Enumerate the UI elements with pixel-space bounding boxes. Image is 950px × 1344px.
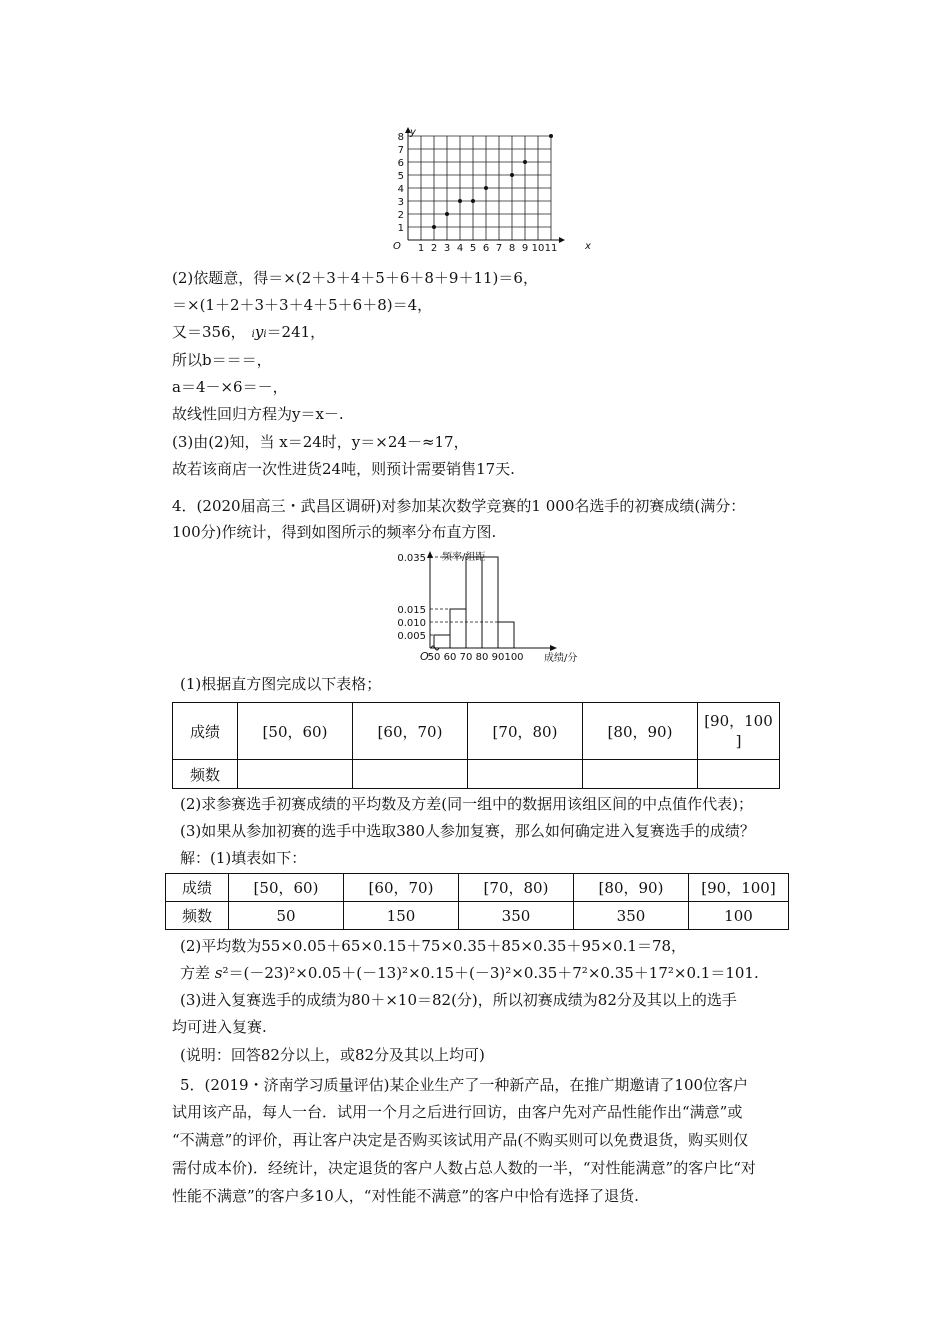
scatter-point <box>549 134 553 138</box>
sol4-line2 <box>180 963 759 983</box>
hist-origin: O <box>420 650 429 663</box>
hist-x-label: 70 <box>459 652 473 663</box>
t2-r1: 50 <box>229 902 344 930</box>
scatter-x-tick: 8 <box>508 243 516 254</box>
scatter-grid <box>408 136 551 240</box>
t2-h2: [60，70) <box>344 874 459 902</box>
t2-h3: [70，80) <box>459 874 574 902</box>
scatter-point <box>471 199 475 203</box>
hist-x-label: 90 <box>491 652 505 663</box>
solution-intro: 解：(1)填表如下： <box>180 849 307 867</box>
scatter-y-tick: 2 <box>397 210 404 221</box>
scatter-x-tick: 1 <box>417 243 425 254</box>
hist-y-title: 频率/组距 <box>442 552 486 563</box>
hist-y-label: 0.010 <box>397 618 426 629</box>
scatter-y-tick: 3 <box>397 197 404 208</box>
t1-h3: [70，80) <box>468 703 583 760</box>
hist-guides <box>430 557 498 635</box>
t2-r5: 100 <box>689 902 789 930</box>
hist-bar <box>498 622 514 648</box>
q5-line4: 需付成本价)．经统计，决定退货的客户人数占总人数的一半，“对性能满意”的客户比“对 <box>172 1159 756 1177</box>
sol3-line2: ＝×(1＋2＋3＋3＋4＋5＋6＋8)＝4， <box>172 296 433 314</box>
t1-h5-top: [90，100 <box>704 712 773 730</box>
t1-h4: [80，90) <box>583 703 698 760</box>
t2-r0: 频数 <box>166 902 229 930</box>
t2-h0: 成绩 <box>166 874 229 902</box>
q4-line1: 4．(2020届高三・武昌区调研)对参加某次数学竞赛的1 000名选手的初赛成绩(满分： <box>172 497 746 515</box>
q4-part2: (2)求参赛选手初赛成绩的平均数及方差(同一组中的数据用该组区间的中点值作代表)； <box>180 795 753 813</box>
scatter-point <box>445 212 449 216</box>
t1-h2: [60，70) <box>353 703 468 760</box>
sol3-line8: 故若该商店一次性进货24吨，则预计需要销售17天. <box>172 460 515 478</box>
t1-r2-label: 频数 <box>173 760 238 789</box>
hist-x-label: 50 <box>427 652 441 663</box>
filled-frequency-table <box>165 873 789 930</box>
scatter-plot <box>385 125 600 255</box>
sol4-line2-s: s <box>214 964 223 982</box>
hist-x-label: 100 <box>504 652 524 663</box>
t2-h1: [50，60) <box>229 874 344 902</box>
sol4-line2-b: ²＝(－23)²×0.05＋(－13)²×0.15＋(－3)²×0.35＋7²×0.35＋17²×0.1＝101. <box>222 964 759 982</box>
sol4-line3: (3)进入复赛选手的成绩为80＋×10＝82(分)，所以初赛成绩为82分及其以上的选手 <box>180 991 737 1009</box>
t1-h5-bottom: ] <box>735 732 742 750</box>
sol3-line7: (3)由(2)知，当 x＝24时，y＝×24－≈17， <box>172 433 469 451</box>
q5-line5: 性能不满意”的客户多10人，“对性能不满意”的客户中恰有选择了退货. <box>172 1187 639 1205</box>
sol3-line3-b: ＝241， <box>266 323 326 341</box>
hist-bar <box>434 635 450 648</box>
scatter-point <box>484 186 488 190</box>
t1-h5 <box>698 703 780 760</box>
scatter-axes <box>405 127 565 243</box>
scatter-y-label: y <box>410 127 416 138</box>
q4-part3: (3)如果从参加初赛的选手中选取380人参加复赛，那么如何确定进入复赛选手的成绩？ <box>180 822 755 840</box>
hist-axes <box>427 551 557 651</box>
sol3-line4: 所以b＝＝＝， <box>172 351 272 369</box>
scatter-x-tick: 3 <box>443 243 451 254</box>
q4-line2: 100分)作统计，得到如图所示的频率分布直方图. <box>172 523 497 541</box>
t1-h1: [50，60) <box>238 703 353 760</box>
hist-x-title: 成绩/分 <box>544 653 578 664</box>
hist-bar <box>450 609 466 648</box>
sol3-line3-var: y <box>254 323 264 341</box>
blank-frequency-table <box>172 702 780 789</box>
t2-r2: 150 <box>344 902 459 930</box>
scatter-y-tick: 5 <box>397 171 404 182</box>
q5-line2: 试用该产品，每人一台．试用一个月之后进行回访，由客户先对产品性能作出“满意”或 <box>172 1103 743 1121</box>
hist-y-label: 0.005 <box>397 631 426 642</box>
scatter-x-tick: 5 <box>469 243 477 254</box>
frequency-histogram <box>380 548 620 668</box>
sol4-line4: 均可进入复赛. <box>172 1018 267 1036</box>
scatter-x-tick: 4 <box>456 243 464 254</box>
hist-y-arrow <box>427 551 433 558</box>
hist-y-label: 0.035 <box>397 553 426 564</box>
scatter-y-tick: 7 <box>397 145 404 156</box>
hist-x-arrow <box>550 645 557 651</box>
hist-bars <box>434 557 514 648</box>
scatter-point <box>458 199 462 203</box>
scatter-x-label: x <box>585 241 591 252</box>
scatter-x-tick: 7 <box>495 243 503 254</box>
t2-r4: 350 <box>574 902 689 930</box>
sol3-line5: a＝4－×6＝－， <box>172 378 288 396</box>
scatter-origin: O <box>393 241 401 252</box>
sol3-line3: 又＝356， iyi＝241， <box>172 323 326 341</box>
hist-y-label: 0.015 <box>397 605 426 616</box>
q4-part1: (1)根据直方图完成以下表格； <box>180 675 382 693</box>
sol3-line3-a: 又＝356， <box>172 323 246 341</box>
sol3-line3-sub: i <box>251 329 255 340</box>
sol3-line6: 故线性回归方程为y＝x－. <box>172 405 344 423</box>
scatter-tick-labels <box>398 132 558 254</box>
hist-bar <box>466 557 482 648</box>
scatter-x-tick: 11 <box>544 243 558 254</box>
q5-line1: 5．(2019・济南学习质量评估)某企业生产了一种新产品，在推广期邀请了100位客户 <box>180 1076 749 1094</box>
sol4-line2-a: 方差 <box>180 964 215 982</box>
scatter-y-tick: 4 <box>397 184 404 195</box>
scatter-point <box>510 173 514 177</box>
sol4-line5: (说明：回答82分以上，或82分及其以上均可) <box>180 1046 485 1064</box>
sol4-line1: (2)平均数为55×0.05＋65×0.15＋75×0.35＋85×0.35＋95×0.1＝78， <box>180 937 687 955</box>
t1-h0: 成绩 <box>173 703 238 760</box>
hist-y-labels <box>397 553 426 642</box>
hist-bar <box>482 557 498 648</box>
hist-x-label: 60 <box>443 652 457 663</box>
scatter-points <box>432 134 553 229</box>
scatter-point <box>432 225 436 229</box>
scatter-x-tick: 9 <box>521 243 529 254</box>
t2-h5: [90，100] <box>689 874 789 902</box>
hist-x-label: 80 <box>475 652 489 663</box>
scatter-x-tick: 2 <box>430 243 438 254</box>
scatter-y-tick: 8 <box>397 132 404 143</box>
scatter-point <box>523 160 527 164</box>
scatter-x-tick: 6 <box>482 243 490 254</box>
sol3-line1: (2)依题意，得＝×(2＋3＋4＋5＋6＋8＋9＋11)＝6， <box>172 269 538 287</box>
scatter-y-tick: 1 <box>397 223 404 234</box>
t2-h4: [80，90) <box>574 874 689 902</box>
scatter-x-tick: 10 <box>531 243 545 254</box>
scatter-y-tick: 6 <box>397 158 404 169</box>
hist-x-labels <box>428 652 524 663</box>
t2-r3: 350 <box>459 902 574 930</box>
q5-line3: “不满意”的评价，再让客户决定是否购买该试用产品(不购买则可以免费退货，购买则仅 <box>172 1131 749 1149</box>
scatter-x-arrow <box>559 237 565 243</box>
